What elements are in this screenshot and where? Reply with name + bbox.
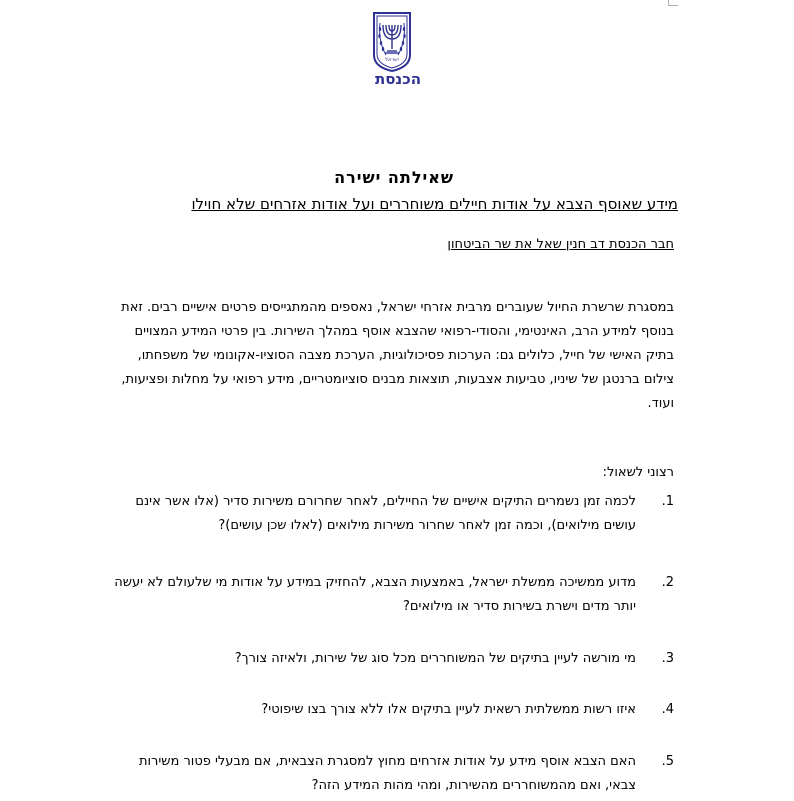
question-number: 1. — [661, 494, 674, 509]
question-text: מי מורשה לעיין בתיקים של המשוחררים מכל סוג של שירות, ולאיזה צורך? — [234, 651, 636, 666]
asker-line: חבר הכנסת דב חנין שאל את שר הביטחון — [447, 237, 674, 252]
question-item-1 — [114, 490, 674, 538]
question-item-4 — [114, 698, 674, 722]
question-number: 5. — [661, 754, 674, 769]
question-number: 4. — [661, 702, 674, 717]
question-item-2 — [114, 571, 674, 619]
ask-intro: רצוני לשאול: — [602, 465, 674, 480]
knesset-emblem-icon — [372, 11, 412, 73]
question-text: איזו רשות ממשלתית רשאית לעיין בתיקים אלו ללא צורך בצו שיפוטי? — [261, 702, 636, 717]
question-text: מדוע ממשיכה ממשלת ישראל, באמצעות הצבא, להחזיק במידע על אודות מי שלעולם לא יעשה יותר מדים וישרת בשירות סדיר או מילואים? — [114, 575, 636, 614]
question-number: 3. — [661, 651, 674, 666]
body-paragraph: במסגרת שרשרת החיול שעוברים מרבית אזרחי ישראל, נאספים מהמתגייסים פרטים אישיים רבים. זאת בנוסף למידע הרב, האינטימי, והסודי-רפואי שהצבא אוסף במהלך השירות. בין פרטי המידע המצויים בתיק האישי של חייל, כלולים גם: הערכות פסיכולוגיות, הערכת מצבה הסוציו-אקונומי של משפחתו, צילום ברנטגן של שיניו, טביעות אצבעות, תוצאות מבנים סוציומטריים, מידע רפואי על מחלות ופציעות, ועוד. — [121, 300, 674, 411]
page-corner-mark — [668, 0, 678, 6]
question-item-5 — [114, 750, 674, 798]
question-number: 2. — [661, 575, 674, 590]
question-text: לכמה זמן נשמרים התיקים אישיים של החיילים, לאחר שחרורם משירות סדיר (אלו אשר אינם עושים מילואים), וכמה זמן לאחר שחרור משירות מילואים (לאלו שכן עושים)? — [135, 494, 636, 533]
question-item-3 — [114, 647, 674, 671]
knesset-wordmark: הכנסת — [374, 70, 422, 88]
document-title: שאילתה ישירה — [334, 168, 454, 187]
question-text: האם הצבא אוסף מידע על אודות אזרחים מחוץ למסגרת הצבאית, אם מבעלי פטור משירות צבאי, ואם מהמשוחררים מהשירות, ומהי מהות המידע הזה? — [138, 754, 636, 793]
document-subject: מידע שאוסף הצבא על אודות חיילים משוחררים ועל אודות אזרחים שלא חוילו — [191, 195, 678, 213]
emblem-caption: ישראל — [385, 57, 399, 63]
